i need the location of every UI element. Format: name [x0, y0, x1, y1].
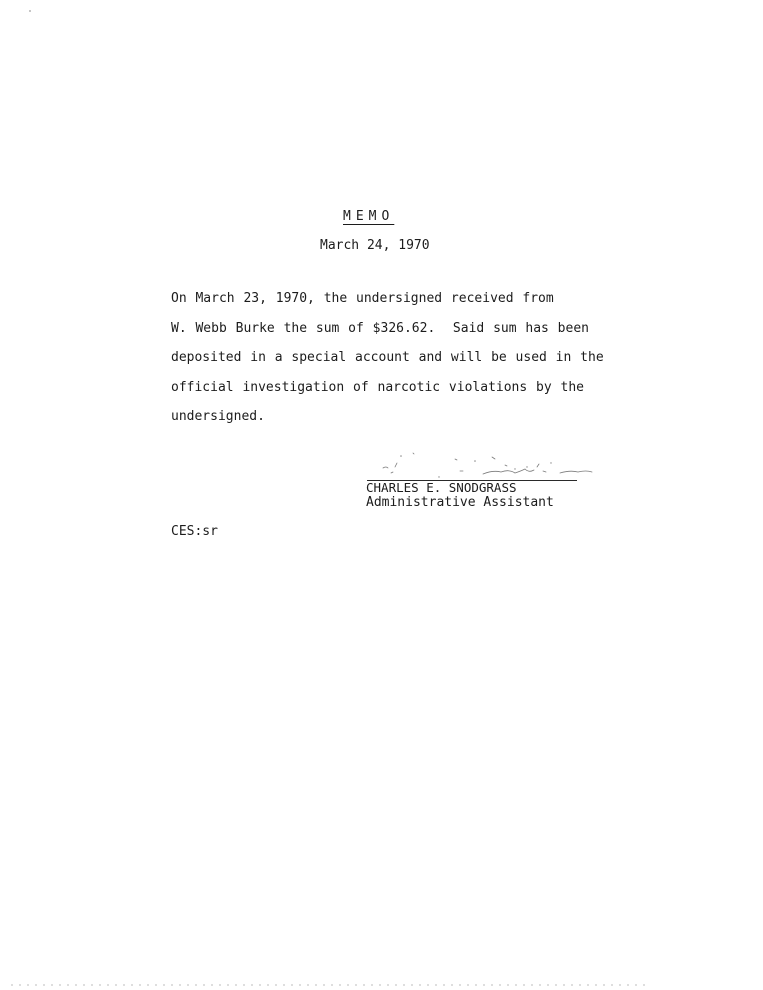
- body-line: undersigned.: [171, 409, 265, 425]
- body-line: On March 23, 1970, the undersigned received from: [171, 291, 554, 306]
- memo-body: [171, 284, 604, 432]
- scan-edge-dots: [8, 984, 648, 986]
- typist-initials: CES:sr: [171, 524, 218, 539]
- memo-date: March 24, 1970: [320, 238, 430, 253]
- body-line: official investigation of narcotic violations by the: [171, 379, 584, 395]
- signer-title: Administrative Assistant: [366, 495, 554, 510]
- memo-heading: MEMO: [343, 209, 395, 224]
- paper-speck: [29, 10, 31, 12]
- signer-name: CHARLES E. SNODGRASS: [366, 480, 517, 495]
- body-line: W. Webb Burke the sum of $326.62. Said sum has been: [171, 320, 589, 336]
- body-line: deposited in a special account and will be used in the: [171, 350, 604, 366]
